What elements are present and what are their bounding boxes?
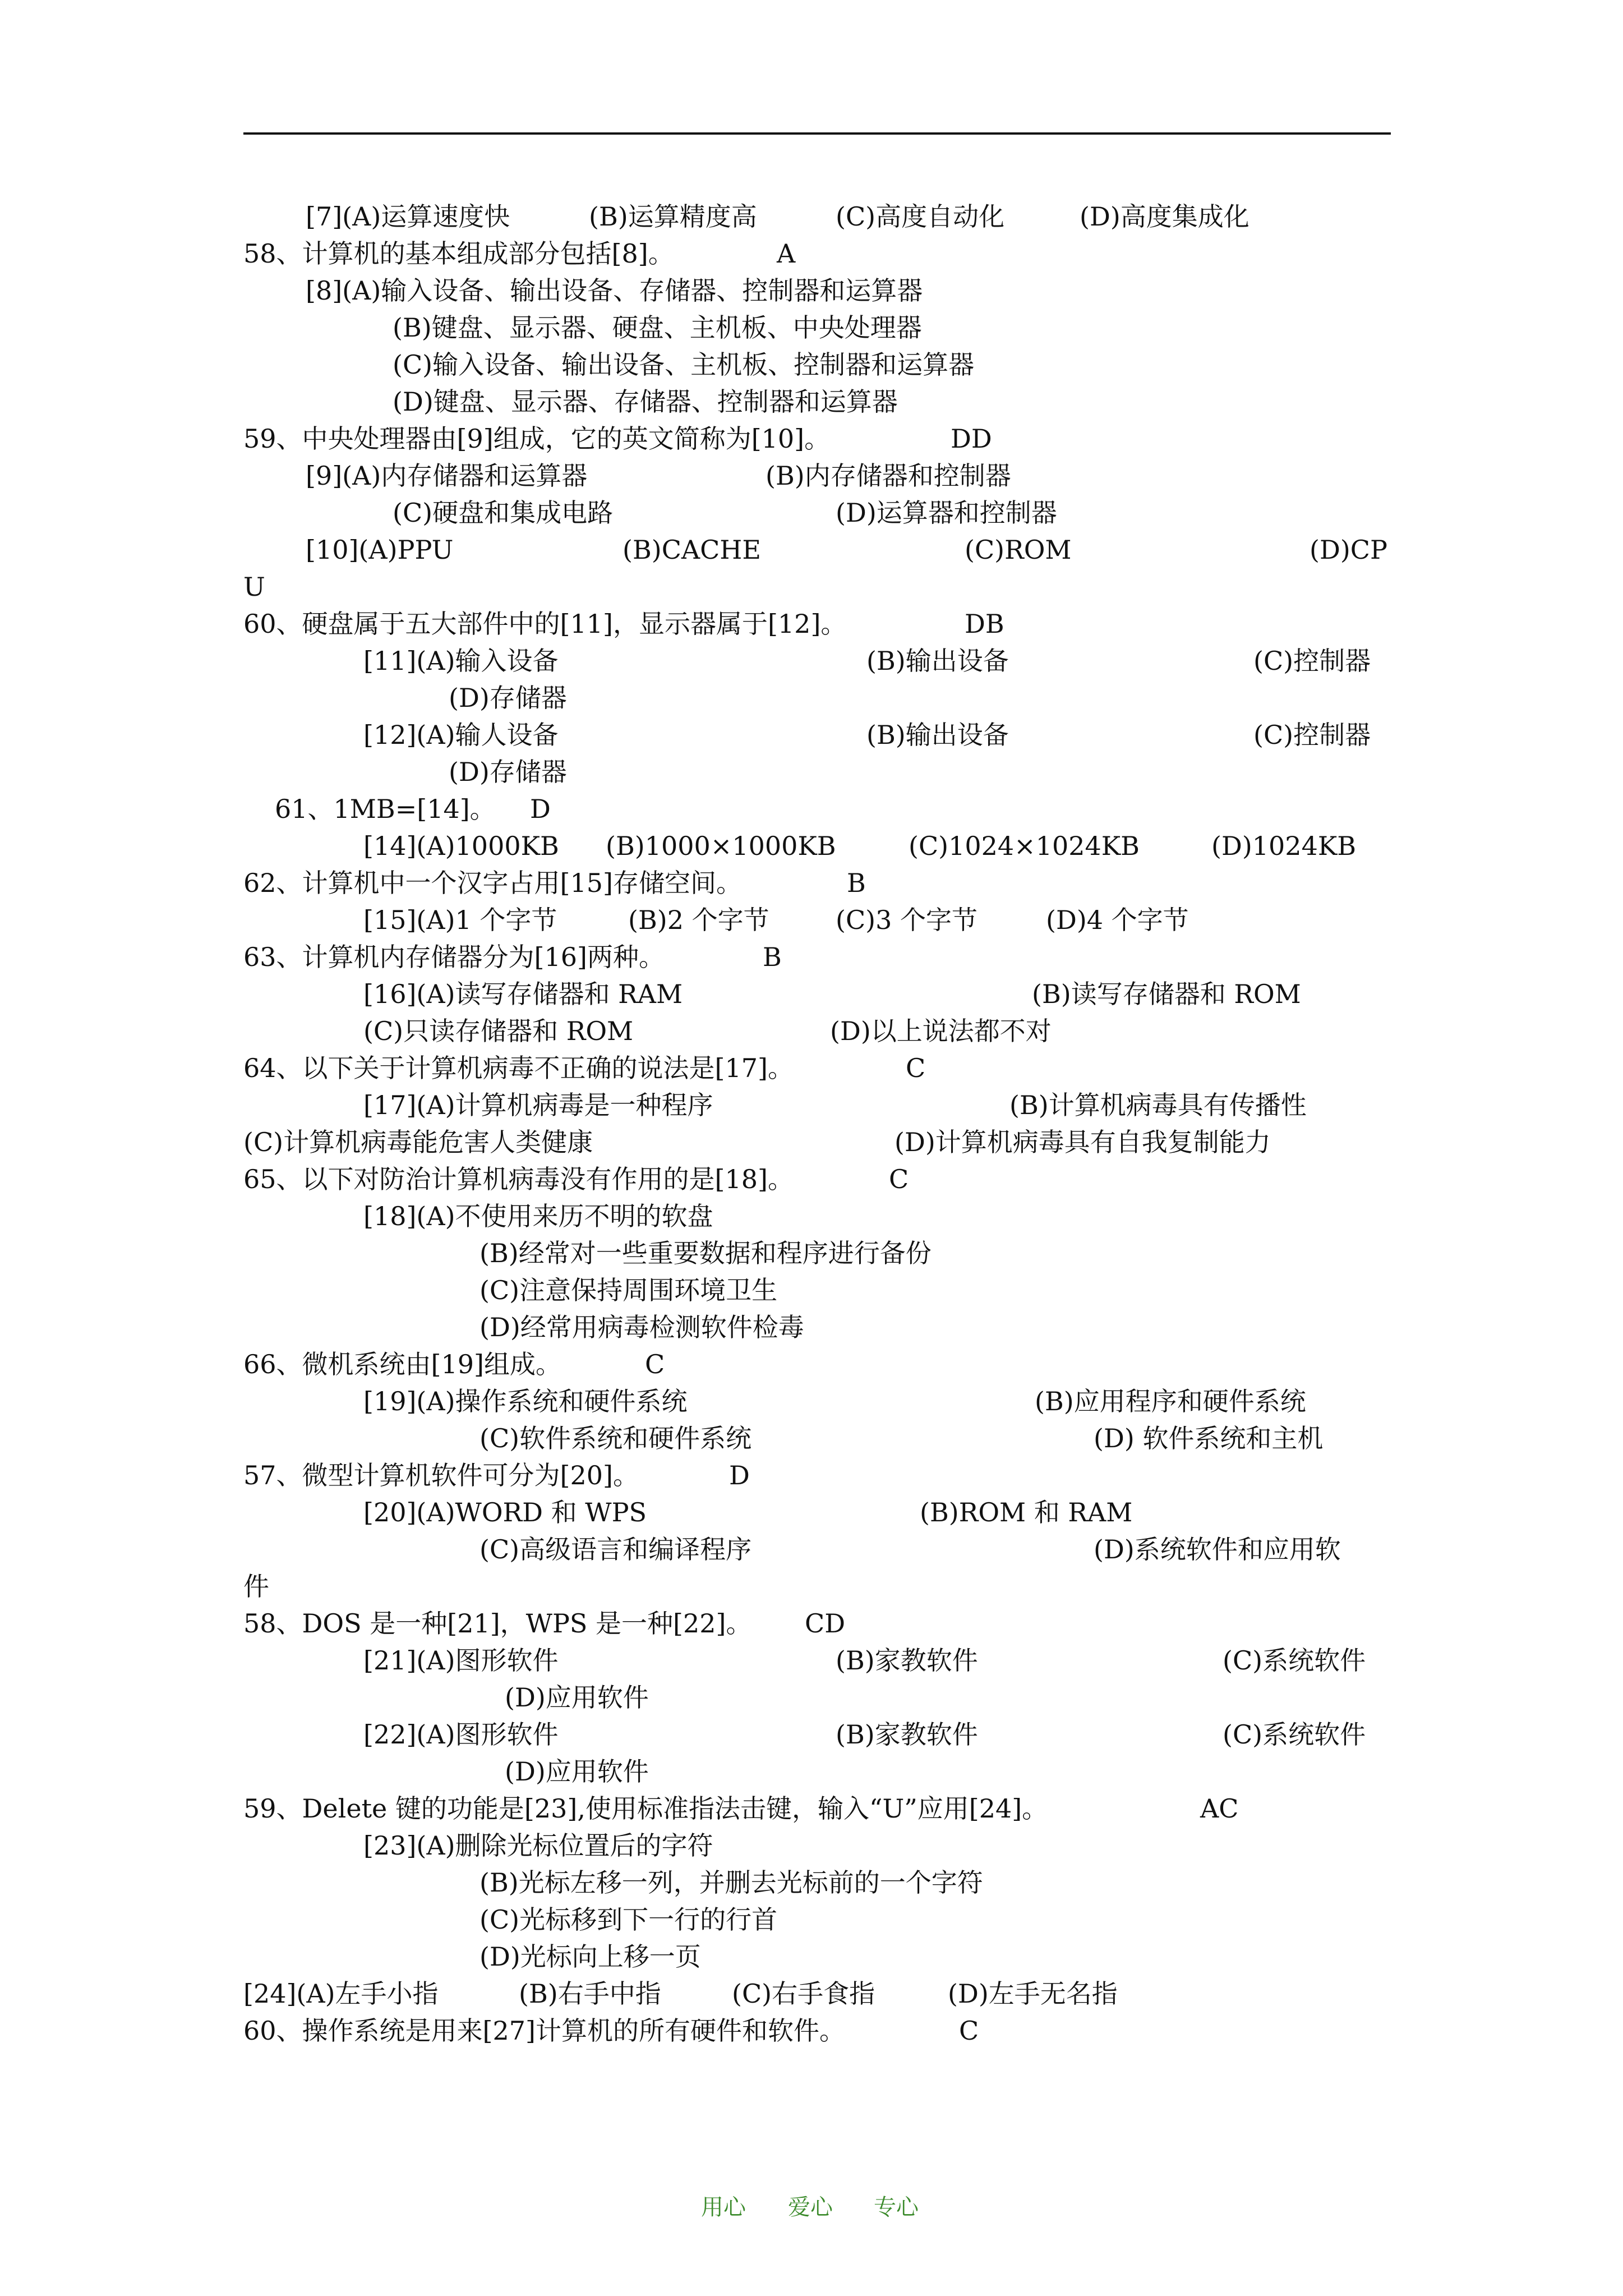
text-line: (D)左手无名指 bbox=[948, 1978, 1118, 2009]
text-line: [11](A)输入设备 bbox=[363, 646, 559, 676]
text-line: (B)运算精度高 bbox=[589, 201, 757, 232]
text-line: 61、1MB=[14]。 bbox=[275, 794, 496, 824]
text-line: [8](A)输入设备、输出设备、存储器、控制器和运算器 bbox=[306, 275, 923, 306]
text-line: 66、微机系统由[19]组成。 bbox=[243, 1349, 561, 1379]
text-line: B bbox=[763, 942, 782, 972]
text-line: (C)右手食指 bbox=[732, 1978, 875, 2009]
text-line: (B)光标左移一列，并删去光标前的一个字符 bbox=[479, 1867, 983, 1898]
text-line: [17](A)计算机病毒是一种程序 bbox=[363, 1090, 713, 1120]
text-line: [20](A)WORD 和 WPS bbox=[363, 1497, 647, 1527]
text-line: 60、硬盘属于五大部件中的[11]，显示器属于[12]。 bbox=[243, 609, 847, 639]
text-line: (D)应用软件 bbox=[505, 1756, 649, 1787]
text-line: [9](A)内存储器和运算器 bbox=[306, 461, 588, 491]
text-line: CD bbox=[805, 1608, 846, 1639]
text-line: (B)CACHE bbox=[623, 535, 762, 565]
text-line: (C)1024×1024KB bbox=[909, 831, 1140, 861]
text-line: (B)计算机病毒具有传播性 bbox=[1009, 1090, 1307, 1120]
text-line: (C)系统软件 bbox=[1223, 1719, 1366, 1750]
text-line: (C)控制器 bbox=[1253, 646, 1371, 676]
text-line: (B)1000×1000KB bbox=[606, 831, 836, 861]
text-line: (C)只读存储器和 ROM bbox=[363, 1016, 634, 1046]
text-line: 60、操作系统是用来[27]计算机的所有硬件和软件。 bbox=[243, 2016, 845, 2046]
text-line: (B)输出设备 bbox=[866, 646, 1009, 676]
text-line: A bbox=[777, 238, 796, 269]
text-line: (C)光标移到下一行的行首 bbox=[479, 1904, 778, 1935]
text-line: [16](A)读写存储器和 RAM bbox=[363, 979, 683, 1009]
text-line: (C)3 个字节 bbox=[836, 905, 978, 935]
text-line: AC bbox=[1200, 1793, 1239, 1824]
text-line: (C)高级语言和编译程序 bbox=[479, 1534, 752, 1565]
text-line: (B)经常对一些重要数据和程序进行备份 bbox=[479, 1238, 932, 1268]
text-line: [21](A)图形软件 bbox=[363, 1645, 559, 1676]
text-line: (B)家教软件 bbox=[836, 1719, 978, 1750]
text-line: [18](A)不使用来历不明的软盘 bbox=[363, 1201, 713, 1231]
text-line: [7](A)运算速度快 bbox=[306, 201, 510, 232]
text-line: [12](A)输人设备 bbox=[363, 720, 559, 750]
text-line: (D)1024KB bbox=[1211, 831, 1357, 861]
text-line: 件 bbox=[243, 1571, 269, 1602]
text-line: C bbox=[959, 2016, 979, 2046]
text-line: (C)高度自动化 bbox=[836, 201, 1005, 232]
text-line: (C)ROM bbox=[965, 535, 1072, 565]
text-line: 59、中央处理器由[9]组成，它的英文简称为[10]。 bbox=[243, 424, 831, 454]
text-line: (D)计算机病毒具有自我复制能力 bbox=[895, 1127, 1271, 1157]
text-line: (D)以上说法都不对 bbox=[830, 1016, 1052, 1046]
text-line: [24](A)左手小指 bbox=[243, 1978, 439, 2009]
text-line: 62、计算机中一个汉字占用[15]存储空间。 bbox=[243, 868, 742, 898]
text-line: (C)系统软件 bbox=[1223, 1645, 1366, 1676]
text-line: U bbox=[243, 572, 265, 602]
text-line: (D)系统软件和应用软 bbox=[1094, 1534, 1341, 1565]
text-line: (D)存储器 bbox=[449, 757, 567, 787]
text-line: [10](A)PPU bbox=[306, 535, 454, 565]
text-line: [23](A)删除光标位置后的字符 bbox=[363, 1830, 713, 1861]
text-line: 58、计算机的基本组成部分包括[8]。 bbox=[243, 238, 674, 269]
text-line: (B)2 个字节 bbox=[628, 905, 769, 935]
text-line: [22](A)图形软件 bbox=[363, 1719, 559, 1750]
text-line: (B)读写存储器和 ROM bbox=[1032, 979, 1301, 1009]
text-line: DB bbox=[965, 609, 1004, 639]
footer-text: 用心 bbox=[701, 2194, 746, 2220]
text-line: (D)经常用病毒检测软件检毒 bbox=[479, 1312, 804, 1342]
text-line: (D)光标向上移一页 bbox=[479, 1941, 701, 1972]
text-line: C bbox=[889, 1164, 909, 1194]
text-line: (B)键盘、显示器、硬盘、主机板、中央处理器 bbox=[393, 312, 922, 343]
text-line: (C)软件系统和硬件系统 bbox=[479, 1423, 752, 1453]
text-line: C bbox=[906, 1053, 926, 1083]
text-line: 58、DOS 是一种[21]，WPS 是一种[22]。 bbox=[243, 1608, 752, 1639]
text-line: (D)4 个字节 bbox=[1046, 905, 1189, 935]
text-line: [14](A)1000KB bbox=[363, 831, 559, 861]
text-line: 57、微型计算机软件可分为[20]。 bbox=[243, 1460, 639, 1490]
text-line: (D)存储器 bbox=[449, 683, 567, 713]
footer-text: 专心 bbox=[874, 2194, 919, 2220]
text-line: (B)ROM 和 RAM bbox=[920, 1497, 1133, 1527]
text-line: D bbox=[530, 794, 551, 824]
text-line: [19](A)操作系统和硬件系统 bbox=[363, 1386, 688, 1416]
text-line: (B)右手中指 bbox=[519, 1978, 661, 2009]
text-line: DD bbox=[951, 424, 992, 454]
text-line: (D)高度集成化 bbox=[1080, 201, 1249, 232]
text-line: 65、以下对防治计算机病毒没有作用的是[18]。 bbox=[243, 1164, 794, 1194]
text-line: (C)硬盘和集成电路 bbox=[393, 498, 614, 528]
text-line: (D)应用软件 bbox=[505, 1682, 649, 1713]
text-line: (D)键盘、显示器、存储器、控制器和运算器 bbox=[393, 386, 898, 417]
text-line: 59、Delete 键的功能是[23],使用标准指法击键，输入“U”应用[24]。 bbox=[243, 1793, 1048, 1824]
text-line: (D)运算器和控制器 bbox=[836, 498, 1057, 528]
text-line: (B)输出设备 bbox=[866, 720, 1009, 750]
text-line: (C)计算机病毒能危害人类健康 bbox=[243, 1127, 593, 1157]
footer-text: 爱心 bbox=[788, 2194, 833, 2220]
text-line: (B)家教软件 bbox=[836, 1645, 978, 1676]
text-line: D bbox=[729, 1460, 750, 1490]
text-line: (D)CP bbox=[1310, 535, 1387, 565]
text-line: 64、以下关于计算机病毒不正确的说法是[17]。 bbox=[243, 1053, 794, 1083]
text-line: (B)应用程序和硬件系统 bbox=[1035, 1386, 1306, 1416]
text-line: (C)输入设备、输出设备、主机板、控制器和运算器 bbox=[393, 349, 975, 380]
text-line: B bbox=[847, 868, 866, 898]
text-line: (B)内存储器和控制器 bbox=[766, 461, 1011, 491]
text-line: [15](A)1 个字节 bbox=[363, 905, 557, 935]
header-rule bbox=[243, 132, 1391, 135]
text-line: (C)注意保持周围环境卫生 bbox=[479, 1275, 778, 1305]
text-line: C bbox=[645, 1349, 665, 1379]
text-line: (D) 软件系统和主机 bbox=[1094, 1423, 1324, 1453]
text-line: 63、计算机内存储器分为[16]两种。 bbox=[243, 942, 665, 972]
text-line: (C)控制器 bbox=[1253, 720, 1371, 750]
